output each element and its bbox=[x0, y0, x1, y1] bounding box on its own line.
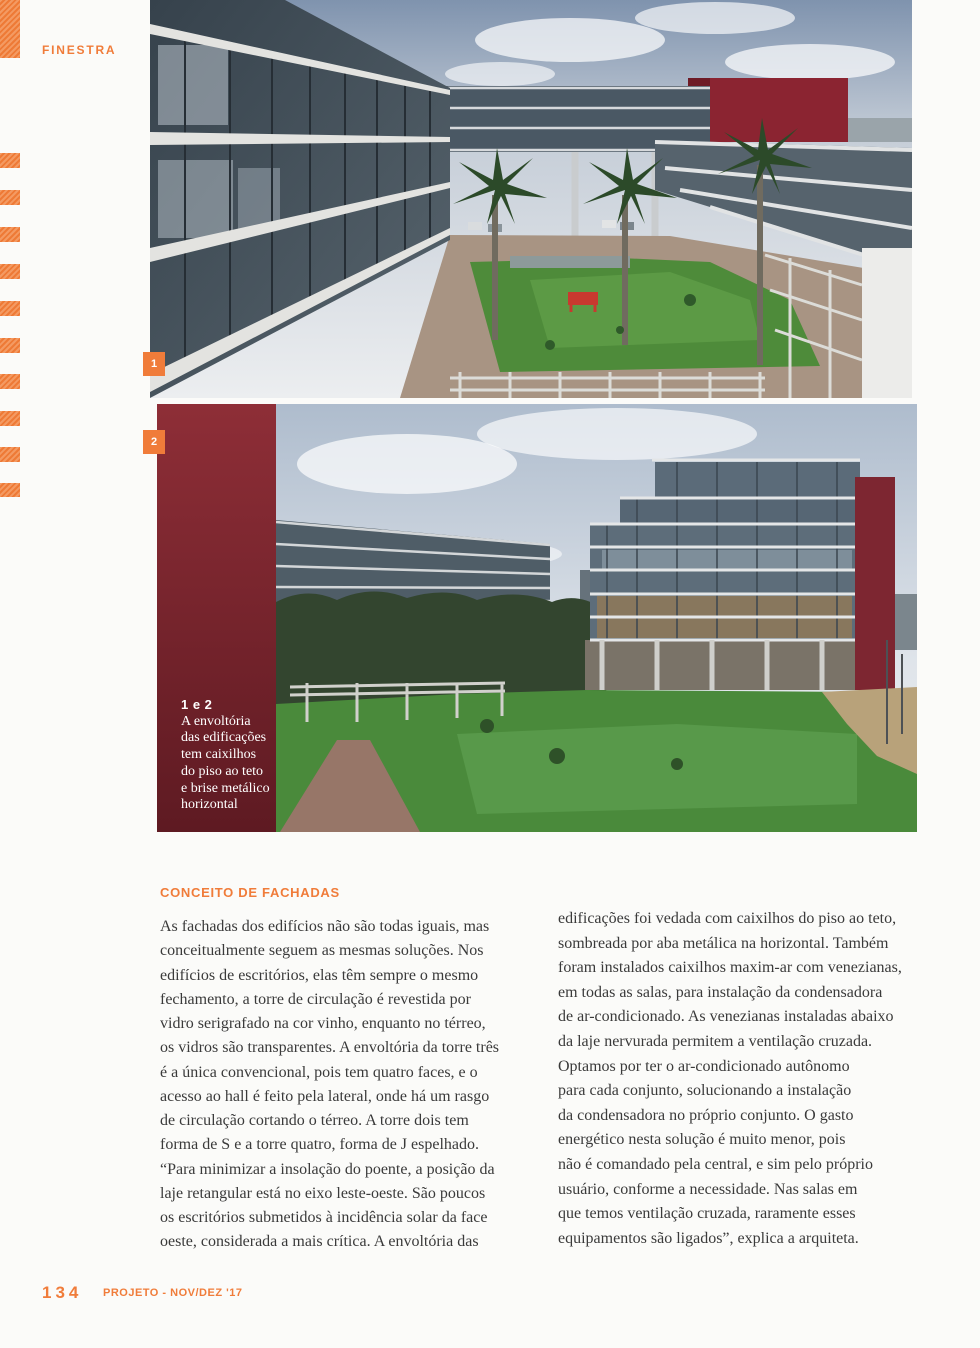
tower-base-pilotis bbox=[585, 640, 860, 690]
caption-line: do piso ao teto bbox=[181, 763, 264, 779]
window-reflection bbox=[158, 45, 228, 125]
text-line: Optamos por ter o ar-condicionado autônomo bbox=[558, 1057, 850, 1075]
article-column-left bbox=[160, 915, 499, 1255]
white-wall bbox=[862, 248, 912, 398]
tower-second-floor bbox=[620, 498, 860, 524]
edge-marker-top bbox=[0, 0, 20, 58]
window-reflection bbox=[238, 168, 280, 230]
edge-marker bbox=[0, 153, 20, 168]
text-line: fechamento, a torre de circulação é revestida por bbox=[160, 990, 471, 1008]
text-line: acesso ao hall é feito pela lateral, onde há um rasgo bbox=[160, 1087, 490, 1105]
photo-caption bbox=[181, 696, 270, 814]
photo-1-courtyard bbox=[150, 0, 912, 398]
caption-line: e brise metálico bbox=[181, 780, 270, 796]
text-line: os escritórios submetidos à incidência solar da face bbox=[160, 1209, 488, 1226]
caption-line: tem caixilhos bbox=[181, 747, 257, 763]
text-line: é a única convencional, pois tem quatro faces, e o bbox=[160, 1063, 478, 1081]
red-tower bbox=[688, 78, 848, 142]
text-line: em todas as salas, para instalação da condensadora bbox=[558, 983, 883, 1001]
shrub bbox=[480, 719, 494, 733]
text-line: edificações foi vedada com caixilhos do piso ao teto, bbox=[558, 910, 897, 927]
text-line: As fachadas dos edifícios não são todas iguais, mas bbox=[160, 918, 490, 935]
text-line: da laje nervurada permitem a ventilação cruzada. bbox=[558, 1032, 873, 1050]
text-line: não é comandado pela central, e sim pelo próprio bbox=[558, 1155, 873, 1173]
palm-tree-trunk bbox=[492, 195, 498, 340]
edge-marker bbox=[0, 483, 20, 497]
shrub bbox=[684, 294, 696, 306]
text-line: os vidros são transparentes. A envoltória da torre três bbox=[160, 1039, 500, 1057]
edge-marker bbox=[0, 301, 20, 316]
page-number: 134 bbox=[42, 1283, 83, 1302]
red-cow-sculpture bbox=[568, 292, 598, 305]
text-line: conceitualmente seguem as mesmas soluções. Nos bbox=[160, 942, 484, 960]
shrub bbox=[545, 340, 555, 350]
text-line: equipamentos são ligados”, explica a arquiteta. bbox=[558, 1229, 859, 1247]
lawn-highlight bbox=[457, 724, 857, 814]
text-line: oeste, considerada a mais crítica. A envoltória das bbox=[160, 1233, 479, 1251]
text-line: forma de S e a torre quatro, forma de J espelhado. bbox=[160, 1136, 479, 1154]
distant-building bbox=[840, 118, 912, 142]
text-line: laje retangular está no eixo leste-oeste. São poucos bbox=[160, 1184, 486, 1202]
text-line: de ar-condicionado. As venezianas instaladas abaixo bbox=[558, 1008, 894, 1026]
tower-glass-reflection bbox=[602, 550, 852, 570]
text-line: da condensadora no próprio conjunto. O gasto bbox=[558, 1106, 854, 1124]
distant-building bbox=[895, 594, 917, 650]
edge-marker bbox=[0, 264, 20, 279]
cloud bbox=[445, 62, 555, 86]
cloud bbox=[477, 408, 757, 460]
edge-marker bbox=[0, 227, 20, 242]
cloud bbox=[725, 44, 895, 80]
article-column-right bbox=[558, 907, 902, 1251]
text-line: energético nesta solução é muito menor, pois bbox=[558, 1131, 846, 1149]
text-line: vidro serigrafado na cor vinho, enquanto no térreo, bbox=[160, 1015, 486, 1032]
text-line: “Para minimizar a insolação do poente, a posição da bbox=[160, 1160, 495, 1178]
edge-marker bbox=[0, 374, 20, 389]
window-reflection bbox=[158, 160, 233, 238]
shrub bbox=[671, 758, 683, 770]
wine-glass-tower bbox=[855, 477, 895, 690]
article-heading: CONCEITO DE FACHADAS bbox=[160, 885, 340, 900]
cloud bbox=[297, 434, 517, 494]
palm-tree-trunk bbox=[757, 165, 763, 365]
caption-reference: 1 e 2 bbox=[181, 697, 213, 712]
figure-1-badge: 1 bbox=[143, 352, 165, 376]
text-line: para cada conjunto, solucionando a instalação bbox=[558, 1082, 852, 1100]
caption-line: das edificações bbox=[181, 730, 267, 746]
edge-marker bbox=[0, 338, 20, 353]
shrub bbox=[616, 326, 624, 334]
parked-car bbox=[468, 222, 482, 230]
text-line: que temos ventilação cruzada, raramente esses bbox=[558, 1205, 856, 1223]
palm-tree-trunk bbox=[622, 195, 628, 345]
caption-text bbox=[181, 714, 270, 815]
publication-info: PROJETO - NOV/DEZ '17 bbox=[103, 1287, 243, 1299]
cloud bbox=[475, 18, 665, 62]
text-line: usuário, conforme a necessidade. Nas salas em bbox=[558, 1180, 858, 1198]
edge-marker bbox=[0, 190, 20, 205]
reflecting-pool bbox=[510, 256, 630, 268]
edge-marker bbox=[0, 447, 20, 462]
figure-2-badge: 2 bbox=[143, 430, 165, 454]
cloud bbox=[635, 2, 795, 34]
section-label: FINESTRA bbox=[42, 43, 117, 57]
edge-marker bbox=[0, 411, 20, 426]
parked-car bbox=[602, 220, 616, 228]
caption-line: A envoltória bbox=[181, 713, 251, 729]
photo-2-campus-view bbox=[157, 404, 917, 832]
caption-line: horizontal bbox=[181, 797, 238, 813]
text-line: foram instalados caixilhos maxim-ar com venezianas, bbox=[558, 959, 902, 977]
shrub bbox=[549, 748, 565, 764]
text-line: edifícios de escritórios, elas têm sempre o mesmo bbox=[160, 966, 479, 984]
text-line: de circulação cortando o térreo. A torre dois tem bbox=[160, 1112, 469, 1129]
text-line: sombreada por aba metálica na horizontal. Também bbox=[558, 934, 889, 952]
